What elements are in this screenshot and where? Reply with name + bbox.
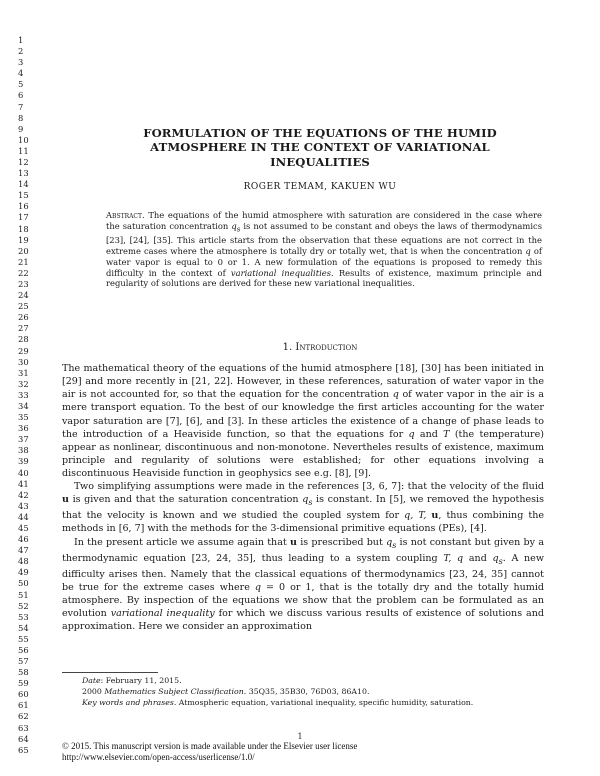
line-number: 5 [18, 79, 24, 90]
abstract [106, 210, 542, 289]
line-number: 57 [18, 656, 29, 667]
line-number: 14 [18, 179, 29, 190]
math-T: T [443, 428, 450, 440]
line-number: 31 [18, 367, 29, 378]
line-number: 53 [18, 611, 29, 622]
math-q: q [302, 494, 309, 506]
line-number: 62 [18, 711, 29, 722]
section-number: 1. [282, 342, 293, 353]
line-number: 8 [18, 112, 24, 123]
footnote-value: : February 11, 2015. [100, 676, 182, 685]
math-sub: s [392, 540, 397, 550]
math-u: u [62, 494, 69, 506]
line-number: 64 [18, 733, 29, 744]
line-number: 37 [18, 434, 29, 445]
text-run: is prescribed but [296, 536, 387, 548]
footnote-msc [82, 687, 544, 698]
paragraph [62, 536, 544, 634]
page-number: 1 [297, 732, 303, 741]
line-number: 45 [18, 522, 29, 533]
footnotes [82, 676, 544, 708]
body-text [62, 362, 544, 633]
footnote-prefix: 2000 [82, 686, 105, 696]
abstract-text: of water vapor is equal to 0 or 1. A new formulation of the equations is proposed to remedy this difficulty in the context of [106, 246, 543, 278]
line-number: 33 [18, 389, 29, 400]
line-number: 38 [18, 445, 29, 456]
line-number: 46 [18, 534, 29, 545]
footnote-value: 35Q35, 35B30, 76D03, 86A10. [246, 686, 370, 696]
text-run: In the present article we assume again that [74, 536, 290, 548]
line-number: 35 [18, 412, 29, 423]
line-number: 9 [18, 123, 24, 134]
line-number: 6 [18, 90, 24, 101]
title-line: ATMOSPHERE IN THE CONTEXT OF VARIATIONAL [150, 140, 490, 155]
math-sub: s [498, 556, 503, 566]
line-number: 4 [18, 68, 24, 79]
line-number: 24 [18, 290, 29, 301]
line-number: 20 [18, 245, 29, 256]
line-number: 17 [18, 212, 29, 223]
line-number: 26 [18, 312, 29, 323]
math-sub: s [308, 498, 313, 508]
line-number: 22 [18, 267, 29, 278]
paragraph [62, 480, 544, 535]
line-number: 65 [18, 744, 29, 755]
abstract-label: Abstract. [106, 210, 145, 220]
abstract-text: . Results of existence, maximum principle and regularity of solutions are derived for these new variational inequalities. [106, 267, 542, 289]
text-run: Two simplifying assumptions were made in the references [3, 6, 7]: that the velocity of the fluid [74, 481, 544, 493]
authors: ROGER TEMAM, KAKUEN WU [243, 182, 397, 192]
line-number: 39 [18, 456, 29, 467]
footnote-label: Mathematics Subject Classification. [104, 686, 247, 696]
line-number: 11 [18, 145, 29, 156]
abstract-emphasis: variational inequalities [230, 267, 332, 278]
math-q: q = [254, 581, 280, 593]
math-u: u [431, 510, 439, 522]
line-number: 49 [18, 567, 29, 578]
abstract-text: The equations of the humid atmosphere with saturation are considered in the case where the saturation concentration [106, 210, 542, 231]
line-number: 25 [18, 301, 29, 312]
line-number: 58 [18, 667, 29, 678]
line-number: 42 [18, 489, 29, 500]
footnote-rule [62, 672, 158, 673]
line-number: 12 [18, 156, 29, 167]
abstract-text: is not assumed to be constant and obeys the laws of thermodynamics [23], [24], [35]. This article starts from the observation that these equations are not correct in the extreme cases where the atmosphere is totally dry or totally wet, that is when the concentration [106, 220, 542, 257]
line-number: 10 [18, 134, 29, 145]
paragraph [62, 362, 544, 480]
line-number: 48 [18, 556, 29, 567]
line-number: 21 [18, 256, 29, 267]
line-number: 13 [18, 168, 29, 179]
footnote-label: Key words and phrases. [82, 697, 177, 707]
text-run: is constant. In [5], we removed the hypothesis that the velocity is known and we studied the coupled system for [62, 494, 544, 522]
line-number: 29 [18, 345, 29, 356]
line-number: 60 [18, 689, 29, 700]
math-q: q [231, 220, 237, 231]
line-number: 36 [18, 423, 29, 434]
text-run: , thus combining the methods in [6, 7] with the methods for the 3-dimensional primitive equations (PEs), [4]. [62, 510, 544, 535]
text-run: is given and that the saturation concentration [68, 494, 303, 506]
line-number: 55 [18, 633, 29, 644]
title-line: FORMULATION OF THE EQUATIONS OF THE HUMID [143, 126, 497, 140]
license-notice [62, 741, 357, 763]
footnote-label: Date [82, 676, 101, 685]
text-run: . A new difficulty arises then. Namely that the classical equations of thermodynamics [23, 24, 35] cannot be true for the extreme cases where [62, 552, 544, 593]
section-heading [100, 342, 540, 353]
line-number: 52 [18, 600, 29, 611]
line-number: 51 [18, 589, 29, 600]
math-vars: T, q [443, 552, 464, 564]
line-number: 30 [18, 356, 29, 367]
line-number: 40 [18, 467, 29, 478]
line-number: 15 [18, 190, 29, 201]
line-number: 19 [18, 234, 29, 245]
line-number: 54 [18, 622, 29, 633]
line-number: 16 [18, 201, 29, 212]
line-number: 34 [18, 400, 29, 411]
math-vars: q, T, [404, 510, 432, 522]
text-run: and [414, 428, 444, 440]
line-number: 61 [18, 700, 29, 711]
text-run: and [463, 552, 493, 564]
line-number: 43 [18, 500, 29, 511]
text-run: of water vapor in the air is a mere transport equation. To the best of our knowledge the first articles accounting for the water vapor saturation are [7], [6], and [3]. In these articles the existence of a change of phase leads to the introduction of a Heaviside function, so that the equations for [62, 389, 544, 440]
line-number: 63 [18, 722, 29, 733]
math-u: u [289, 536, 297, 548]
line-number: 3 [18, 57, 24, 68]
math-q: q [408, 428, 415, 440]
line-number: 7 [18, 101, 24, 112]
line-number: 28 [18, 334, 29, 345]
title-line: INEQUALITIES [270, 154, 370, 169]
line-number: 59 [18, 678, 29, 689]
line-number: 18 [18, 223, 29, 234]
line-number: 56 [18, 644, 29, 655]
line-number: 32 [18, 378, 29, 389]
text-run: is not constant but given by a thermodynamic equation [23, 24, 35], thus leading to a system coupling [62, 536, 545, 564]
footnote-date [82, 676, 544, 687]
text-run: The mathematical theory of the equations of the humid atmosphere [18], [30] has been initiated in [29] and more recently in [21, 22]. However, in these references, saturation of water vapor in the air is not accounted for, so that the equation for the concentration [62, 363, 544, 401]
math-q: q [392, 389, 399, 401]
math-q: q [492, 552, 499, 564]
math-sub: s [236, 225, 241, 234]
math-q: q [525, 246, 531, 257]
line-number: 41 [18, 478, 29, 489]
line-number: 27 [18, 323, 29, 334]
footnote-value: Atmospheric equation, variational inequality, specific humidity, saturation. [176, 697, 474, 707]
line-number: 44 [18, 511, 29, 522]
line-number: 23 [18, 278, 29, 289]
footnote-keywords [82, 698, 544, 709]
section-title: Introduction [295, 342, 358, 353]
text-run: 0 or 1, that is the totally dry and the totally humid atmosphere. By inspection of the equations we show that the problem can be formulated as an evolution [62, 581, 545, 619]
text-run: (the temperature) appear as nonlinear, discontinuous and non-monotone. Nevertheles results of existence, maximum principle and regularity of solutions were established; for other equations involving a discontinuous Heaviside function in geophysics see e.g. [8], [9]. [62, 428, 544, 479]
line-number: 47 [18, 545, 29, 556]
line-number: 1 [18, 35, 24, 45]
body-emphasis: variational inequality [110, 607, 215, 619]
line-number: 2 [18, 46, 24, 57]
text-run: for which we discuss various results of existence of solutions and approximation. Here we consider an approximation [62, 607, 544, 633]
paper-title [100, 126, 540, 169]
license-url[interactable]: http://www.elsevier.com/open-access/userlicense/1.0/ [62, 752, 255, 762]
license-text: © 2015. This manuscript version is made available under the Elsevier user license [62, 741, 358, 751]
math-q: q [386, 536, 393, 548]
line-number: 50 [18, 578, 29, 589]
